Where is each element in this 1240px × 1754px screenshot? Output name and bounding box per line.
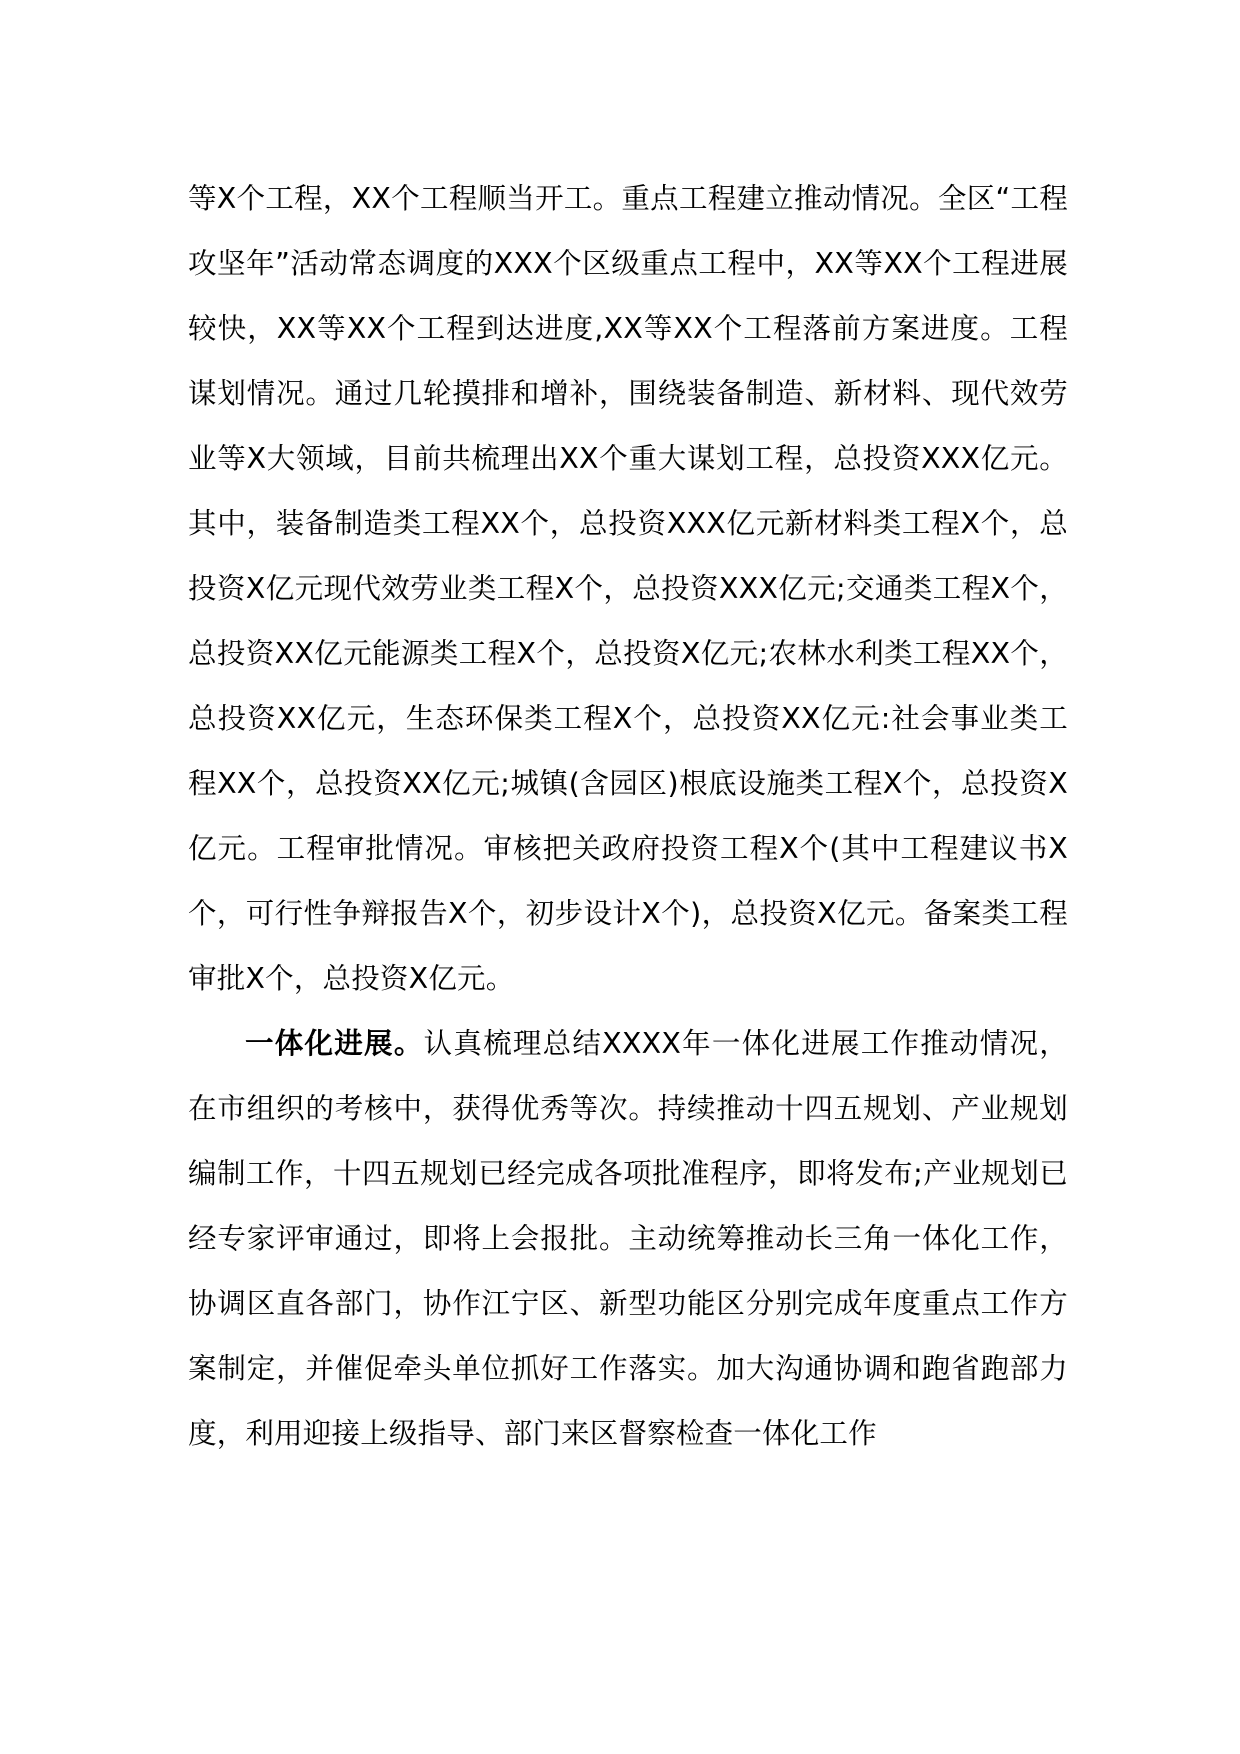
paragraph-lead-heading: 一体化进展。 (245, 1027, 424, 1060)
paragraph-text: 等X个工程，XX个工程顺当开工。重点工程建立推动情况。全区“工程攻坚年”活动常态调度的XXX个区级重点工程中，XX等XX个工程进展较快，XX等XX个工程到达进度,XX等XX个工程落前方案进度。工程谋划情况。通过几轮摸排和增补，围绕装备制造、新材料、现代效劳业等X大领域，目前共梳理出XX个重大谋划工程，总投资XXX亿元。其中，装备制造类工程XX个，总投资XXX亿元新材料类工程X个，总投资X亿元现代效劳业类工程X个，总投资XXX亿元;交通类工程X个，总投资XX亿元能源类工程X个，总投资X亿元;农林水利类工程XX个，总投资XX亿元，生态环保类工程X个，总投资XX亿元:社会事业类工程XX个，总投资XX亿元;城镇(含园区)根底设施类工程X个，总投资X亿元。工程审批情况。审核把关政府投资工程X个(其中工程建议书X个，可行性争辩报告X个，初步设计X个)，总投资X亿元。备案类工程审批X个，总投资X亿元。 (188, 182, 1068, 995)
paragraph-text: 认真梳理总结XXXX年一体化进展工作推动情况，在市组织的考核中，获得优秀等次。持续推动十四五规划、产业规划编制工作，十四五规划已经完成各项批准程序，即将发布;产业规划已经专家评审通过，即将上会报批。主动统筹推动长三角一体化工作，协调区直各部门，协作江宁区、新型功能区分别完成年度重点工作方案制定，并催促牵头单位抓好工作落实。加大沟通协调和跑省跑部力度，利用迎接上级指导、部门来区督察检查一体化工作 (188, 1027, 1069, 1450)
body-paragraph (188, 1011, 1068, 1466)
body-paragraph (188, 166, 1068, 1011)
document-page (188, 166, 1068, 1466)
